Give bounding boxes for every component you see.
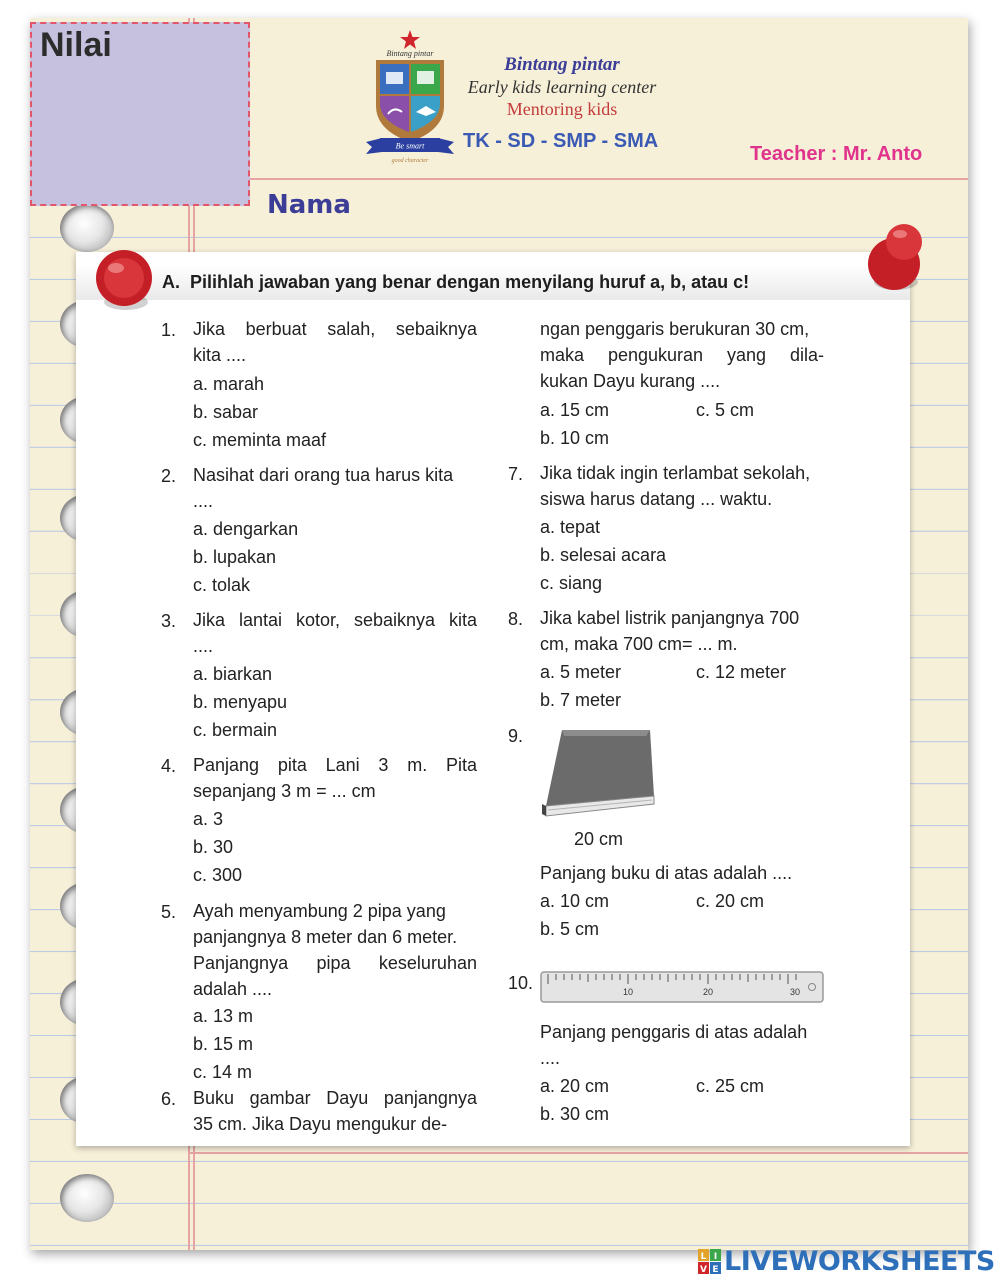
liveworksheets-logo-icon — [698, 1249, 722, 1275]
question-number: 5. — [161, 902, 177, 922]
answer-option[interactable]: a. 13 m — [193, 1006, 254, 1026]
answer-option[interactable]: c. meminta maaf — [193, 430, 327, 450]
question-text — [540, 342, 824, 368]
question-number: 8. — [508, 609, 524, 629]
answer-option[interactable]: b. lupakan — [193, 547, 277, 567]
teacher-name: Teacher : Mr. Anto — [750, 143, 923, 165]
answer-option[interactable]: c. tolak — [193, 575, 251, 595]
question-text — [193, 950, 477, 976]
question-word: Panjangnya — [193, 953, 289, 973]
brand-name: Bintang pintar — [504, 54, 620, 75]
question-number: 10. — [508, 973, 534, 993]
question-word: Jika — [193, 319, 226, 339]
question-text: ngan penggaris berukuran 30 cm, — [540, 319, 810, 339]
answer-option[interactable]: b. menyapu — [193, 692, 288, 712]
question-word: Pita — [445, 755, 477, 775]
question-text: panjangnya 8 meter dan 6 meter. — [193, 927, 458, 947]
answer-option[interactable]: a. 20 cm — [540, 1076, 610, 1096]
question-text: Jika kabel listrik panjangnya 700 — [540, 608, 800, 628]
question-text: kukan Dayu kurang .... — [540, 371, 721, 391]
answer-option[interactable]: b. 15 m — [193, 1034, 254, 1054]
question-word: 3 — [378, 755, 389, 775]
answer-option[interactable]: b. 30 cm — [540, 1104, 610, 1124]
question-text — [193, 752, 477, 778]
svg-text:L: L — [700, 1252, 707, 1262]
question-text: Jika tidak ingin terlambat sekolah, — [540, 463, 811, 483]
question-number: 4. — [161, 756, 177, 776]
question-text: siswa harus datang ... waktu. — [540, 489, 773, 509]
pushpin-icon — [88, 244, 164, 320]
question-word: m. — [407, 755, 428, 775]
question-number: 7. — [508, 464, 524, 484]
header-rule — [190, 178, 968, 180]
question-text — [193, 607, 477, 633]
question-number: 1. — [161, 320, 177, 340]
question-text: Nasihat dari orang tua harus kita — [193, 465, 454, 485]
question-text: 35 cm. Jika Dayu mengukur de- — [193, 1114, 448, 1134]
answer-option[interactable]: a. dengarkan — [193, 519, 299, 539]
answer-option[interactable]: c. 25 cm — [696, 1076, 765, 1096]
answer-option[interactable]: c. siang — [540, 573, 603, 593]
svg-text:E: E — [712, 1265, 719, 1275]
question-word: Dayu — [326, 1088, 369, 1108]
question-text — [193, 316, 477, 342]
question-word: yang — [726, 345, 767, 365]
section-instruction: Pilihlah jawaban yang benar dengan menyilang huruf a, b, atau c! — [190, 272, 750, 292]
ruler-image — [540, 970, 824, 1004]
question-text: kita .... — [193, 345, 247, 365]
image-caption: 20 cm — [574, 829, 624, 849]
answer-option[interactable]: b. 30 — [193, 837, 234, 857]
liveworksheets-brand[interactable]: LIVEWORKSHEETS — [724, 1246, 995, 1277]
answer-option[interactable]: a. 5 meter — [540, 662, 622, 682]
pushpin-icon — [856, 218, 932, 298]
answer-option[interactable]: c. 5 cm — [696, 400, 755, 420]
answer-option[interactable]: c. 20 cm — [696, 891, 765, 911]
answer-option[interactable]: c. 300 — [193, 865, 243, 885]
answer-option[interactable]: c. bermain — [193, 720, 278, 740]
answer-option[interactable]: b. 7 meter — [540, 690, 622, 710]
question-text: cm, maka 700 cm= ... m. — [540, 634, 738, 654]
question-text — [193, 1085, 477, 1111]
logo-motto: good character — [391, 158, 429, 164]
score-label: Nilai — [40, 26, 112, 64]
question-text: Panjang buku di atas adalah .... — [540, 863, 793, 883]
answer-option[interactable]: b. 10 cm — [540, 428, 610, 448]
section-title — [162, 272, 749, 293]
question-word: Lani — [325, 755, 360, 775]
question-number: 2. — [161, 466, 177, 486]
answer-option[interactable]: a. marah — [193, 374, 265, 394]
logo-banner: Be smart — [395, 141, 425, 151]
question-word: Panjang — [193, 755, 260, 775]
answer-option[interactable]: c. 12 meter — [696, 662, 787, 682]
question-text: .... — [540, 1048, 561, 1068]
ruler-mark-label: 20 — [702, 987, 714, 997]
question-word: maka — [540, 345, 585, 365]
school-levels: TK - SD - SMP - SMA — [463, 130, 659, 152]
answer-option[interactable]: a. 3 — [193, 809, 224, 829]
question-text: .... — [193, 636, 214, 656]
question-word: gambar — [249, 1088, 311, 1108]
question-text: Panjang penggaris di atas adalah — [540, 1022, 808, 1042]
question-word: pita — [277, 755, 307, 775]
question-word: sebaiknya — [395, 319, 477, 339]
brand-tagline: Early kids learning center — [467, 77, 657, 97]
question-text: Ayah menyambung 2 pipa yang — [193, 901, 446, 921]
question-word: Jika — [193, 610, 226, 630]
question-word: Buku — [193, 1088, 235, 1108]
question-number: 3. — [161, 611, 177, 631]
question-word: berbuat — [245, 319, 307, 339]
ruler-mark-label: 10 — [622, 987, 634, 997]
name-label: Nama — [267, 190, 351, 220]
question-word: salah, — [327, 319, 376, 339]
question-number: 6. — [161, 1089, 177, 1109]
book-image — [540, 728, 658, 822]
question-word: sebaiknya — [353, 610, 435, 630]
brand-sub: Mentoring kids — [506, 99, 618, 119]
question-word: kita — [448, 610, 477, 630]
answer-option[interactable]: a. tepat — [540, 517, 601, 537]
question-text: .... — [193, 491, 214, 511]
answer-option[interactable]: c. 14 m — [193, 1062, 253, 1082]
binder-hole — [60, 1174, 114, 1222]
question-word: panjangnya — [383, 1088, 477, 1108]
question-word: keseluruhan — [378, 953, 477, 973]
answer-option[interactable]: a. biarkan — [193, 664, 273, 684]
question-text: sepanjang 3 m = ... cm — [193, 781, 376, 801]
answer-option[interactable]: b. 5 cm — [540, 919, 600, 939]
star-icon — [400, 30, 420, 49]
svg-text:V: V — [700, 1265, 707, 1275]
svg-text:I: I — [713, 1252, 718, 1262]
answer-option[interactable]: a. 15 cm — [540, 400, 610, 420]
section-letter: A. — [162, 272, 180, 292]
bottom-rule — [190, 1152, 968, 1154]
question-word: pengukuran — [607, 345, 704, 365]
question-word: pipa — [316, 953, 351, 973]
ruler-mark-label: 30 — [789, 987, 801, 997]
school-logo — [362, 28, 458, 168]
question-word: kotor, — [295, 610, 340, 630]
question-text: adalah .... — [193, 979, 273, 999]
answer-option[interactable]: b. selesai acara — [540, 545, 667, 565]
question-number: 9. — [508, 726, 524, 746]
logo-arc-text: Bintang pintar — [386, 49, 434, 58]
question-word: lantai — [238, 610, 282, 630]
answer-option[interactable]: b. sabar — [193, 402, 259, 422]
answer-option[interactable]: a. 10 cm — [540, 891, 610, 911]
question-word: dila- — [789, 345, 824, 365]
